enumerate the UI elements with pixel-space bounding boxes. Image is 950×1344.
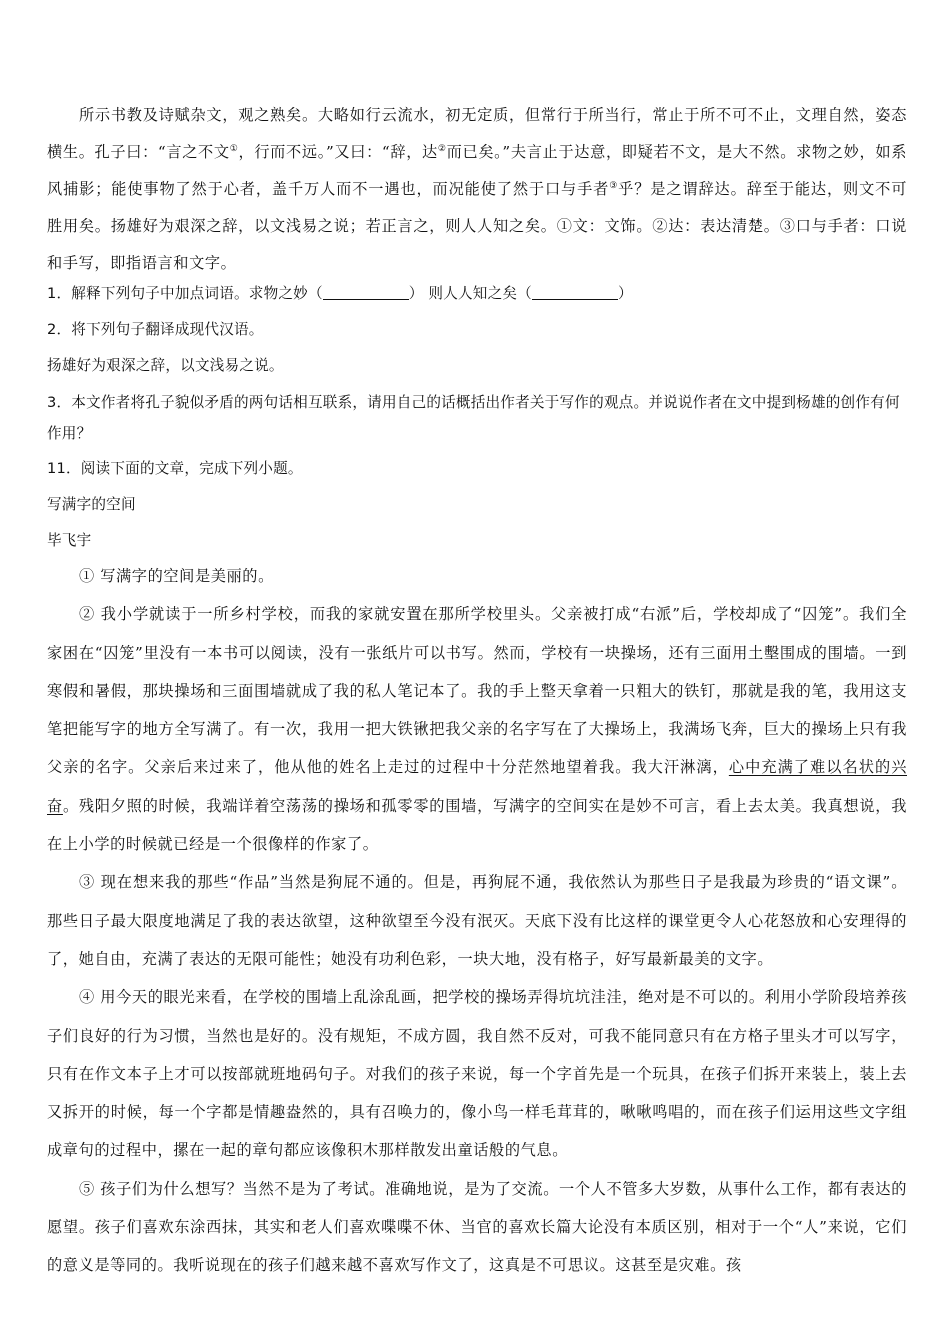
- document-body: [47, 97, 907, 1285]
- passage-text-2: ，行而不远。”又曰：“辞，达: [238, 143, 438, 161]
- essay-paragraph-4: ④ 用今天的眼光来看，在学校的围墙上乱涂乱画，把学校的操场弄得坑坑洼洼，绝对是不可以的。利用小学阶段培养孩子们良好的行为习惯，当然也是好的。没有规矩，不成方圆，我自然不反对，可我不能同意只有在方格子里头才可以写字，只有在作文本子上才可以按部就班地码句子。对我们的孩子来说，每一个字首先是一个玩具，在孩子们拆开来装上，装上去又拆开的时候，每一个字都是情趣盎然的，具有召唤力的，像小鸟一样毛茸茸的，啾啾鸣唱的，而在孩子们运用这些文字组成章句的过程中，摞在一起的章句都应该像积木那样散发出童话般的气息。: [47, 988, 907, 1160]
- footnote-marker-3: ③: [609, 180, 619, 191]
- underlined-phrase: 心中充满了难以名状的兴奋: [47, 758, 907, 815]
- question-2-sentence: 扬雄好为艰深之辞，以文浅易之说。: [47, 357, 284, 374]
- passage-text-4: 乎？是之谓辞达。辞至于能达，则文不可胜用矣。扬雄好为艰深之辞，以文浅易之说；若正言之，则人人知之矣。①文：文饰。②达：表达清楚。③口与手者：口说和手写，即指语言和文字。: [47, 180, 908, 272]
- essay-author: 毕飞宇: [47, 532, 92, 549]
- essay-paragraph-2: [47, 595, 907, 863]
- question-1: [47, 276, 907, 312]
- paragraph-2-text-a: ② 我小学就读于一所乡村学校，而我的家就安置在那所学校里头。父亲被打成“右派”后，学校却成了“囚笼”。我们全家困在“囚笼”里没有一本书可以阅读，没有一张纸片可以书写。然而，学校有一块操场，还有三面用土墼围成的围墙。一到寒假和暑假，那块操场和三面围墙就成了我的私人笔记本了。我的手上整天拿着一只粗大的铁钉，那就是我的笔，我用这支笔把能写字的地方全写满了。有一次，我用一把大铁锹把我父亲的名字写在了大操场上，我满场飞奔，巨大的操场上只有我父亲的名字。父亲后来过来了，他从他的姓名上走过的过程中十分茫然地望着我。我大汗淋漓，: [47, 605, 907, 777]
- paragraph-2-text-b: 。残阳夕照的时候，我端详着空荡荡的操场和孤零零的围墙，写满字的空间实在是妙不可言，看上去太美。我真想说，我在上小学的时候就已经是一个很像样的作家了。: [47, 796, 907, 854]
- footnote-marker-1: ①: [229, 143, 239, 154]
- footnote-marker-2: ②: [437, 143, 447, 154]
- question-1-part-a: 1．解释下列句子中加点词语。求物之妙（: [47, 285, 323, 302]
- question-11: 11．阅读下面的文章，完成下列小题。: [47, 460, 303, 477]
- question-block: [47, 276, 907, 559]
- answer-blank-2[interactable]: [532, 285, 618, 300]
- question-1-part-b: ） 则人人知之矣（: [408, 285, 532, 302]
- question-1-part-c: ）: [617, 285, 633, 302]
- classical-passage: [47, 97, 907, 282]
- passage-text-1: 所示书教及诗赋杂文，观之熟矣。大略如行云流水，初无定质，但常行于所当行，常止于所不可不止，文理自然，姿态横生。孔子曰：“言之不文: [47, 106, 907, 161]
- answer-blank-1[interactable]: [323, 285, 409, 300]
- question-3: 3．本文作者将孔子貌似矛盾的两句话相互联系，请用自己的话概括出作者关于写作的观点。并说说作者在文中提到杨雄的创作有何作用？: [47, 394, 900, 442]
- essay-body: [47, 557, 907, 1285]
- essay-paragraph-3: ③ 现在想来我的那些“作品”当然是狗屁不通的。但是，再狗屁不通，我依然认为那些日子是我最为珍贵的“语文课”。那些日子最大限度地满足了我的表达欲望，这种欲望至今没有泯灭。天底下没有比这样的课堂更令人心花怒放和心安理得的了，她自由，充满了表达的无限可能性；她没有功利色彩，一块大地，没有格子，好写最新最美的文字。: [47, 873, 907, 968]
- passage-text-3: 而已矣。”夫言止于达意，即疑若不文，是大不然。求物之妙，如系风捕影；能使事物了然于心者，盖千万人而不一遇也，而况能使了然于口与手者: [47, 143, 907, 198]
- essay-paragraph-1: ① 写满字的空间是美丽的。: [79, 567, 274, 585]
- question-2: 2．将下列句子翻译成现代汉语。: [47, 321, 264, 338]
- essay-paragraph-5: ⑤ 孩子们为什么想写？当然不是为了考试。准确地说，是为了交流。一个人不管多大岁数，从事什么工作，都有表达的愿望。孩子们喜欢东涂西抹，其实和老人们喜欢喋喋不休、当官的喜欢长篇大论没有本质区别，相对于一个“人”来说，它们的意义是等同的。我听说现在的孩子们越来越不喜欢写作文了，这真是不可思议。这甚至是灾难。孩: [47, 1179, 907, 1275]
- essay-title: 写满字的空间: [47, 496, 136, 513]
